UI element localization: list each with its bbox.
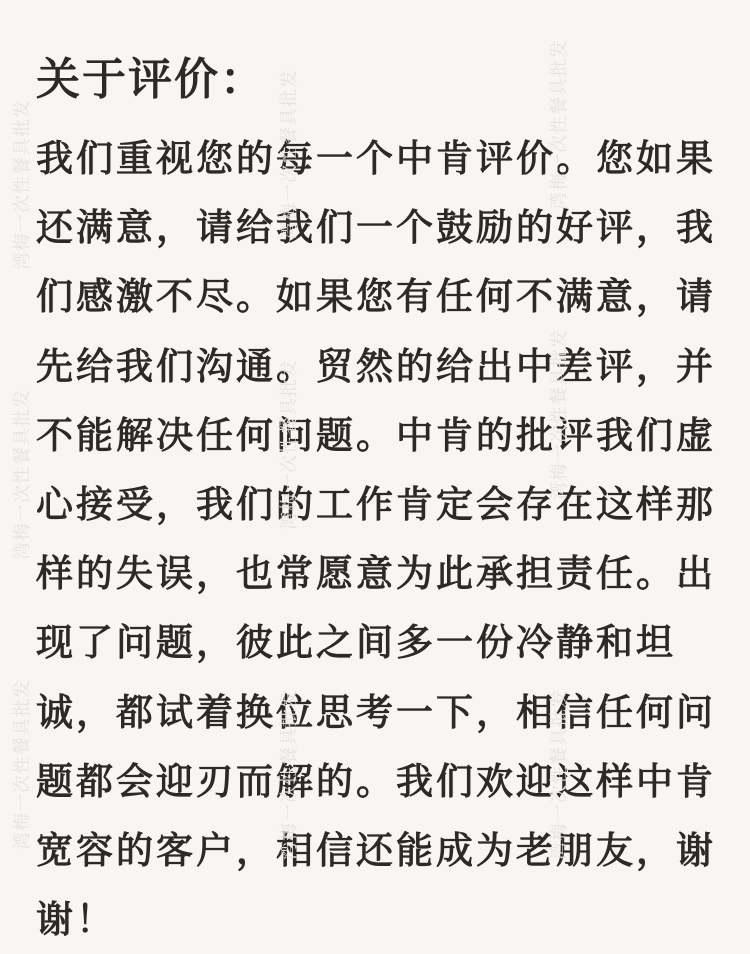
- watermark-text: 湾梅一次性餐具批发: [279, 69, 300, 240]
- watermark-text: 湾梅一次性餐具批发: [12, 679, 33, 850]
- watermark-text: 湾梅一次性餐具批发: [279, 689, 300, 860]
- watermark-text: 湾梅一次性餐具批发: [549, 329, 570, 500]
- page-title: 关于评价：: [36, 54, 266, 105]
- watermark-text: 湾梅一次性餐具批发: [549, 689, 570, 860]
- review-notice-text: 我们重视您的每一个中肯评价。您如果还满意，请给我们一个鼓励的好评，我们感激不尽。如果您有任何不满意，请先给我们沟通。贸然的给出中差评，并不能解决任何问题。中肯的批评我们虚心接受，我们的工作肯定会存在这样那样的失误，也常愿意为此承担责任。出现了问题，彼此之间多一份冷静和坦诚，都试着换位思考一下，相信任何问题都会迎刃而解的。我们欢迎这样中肯宽容的客户，相信还能成为老朋友，谢谢！: [36, 136, 716, 942]
- watermark-text: 湾梅一次性餐具批发: [12, 389, 33, 560]
- watermark-text: 湾梅一次性餐具批发: [549, 39, 570, 210]
- watermark-text: 湾梅一次性餐具批发: [12, 99, 33, 270]
- watermark-text: 湾梅一次性餐具批发: [279, 359, 300, 530]
